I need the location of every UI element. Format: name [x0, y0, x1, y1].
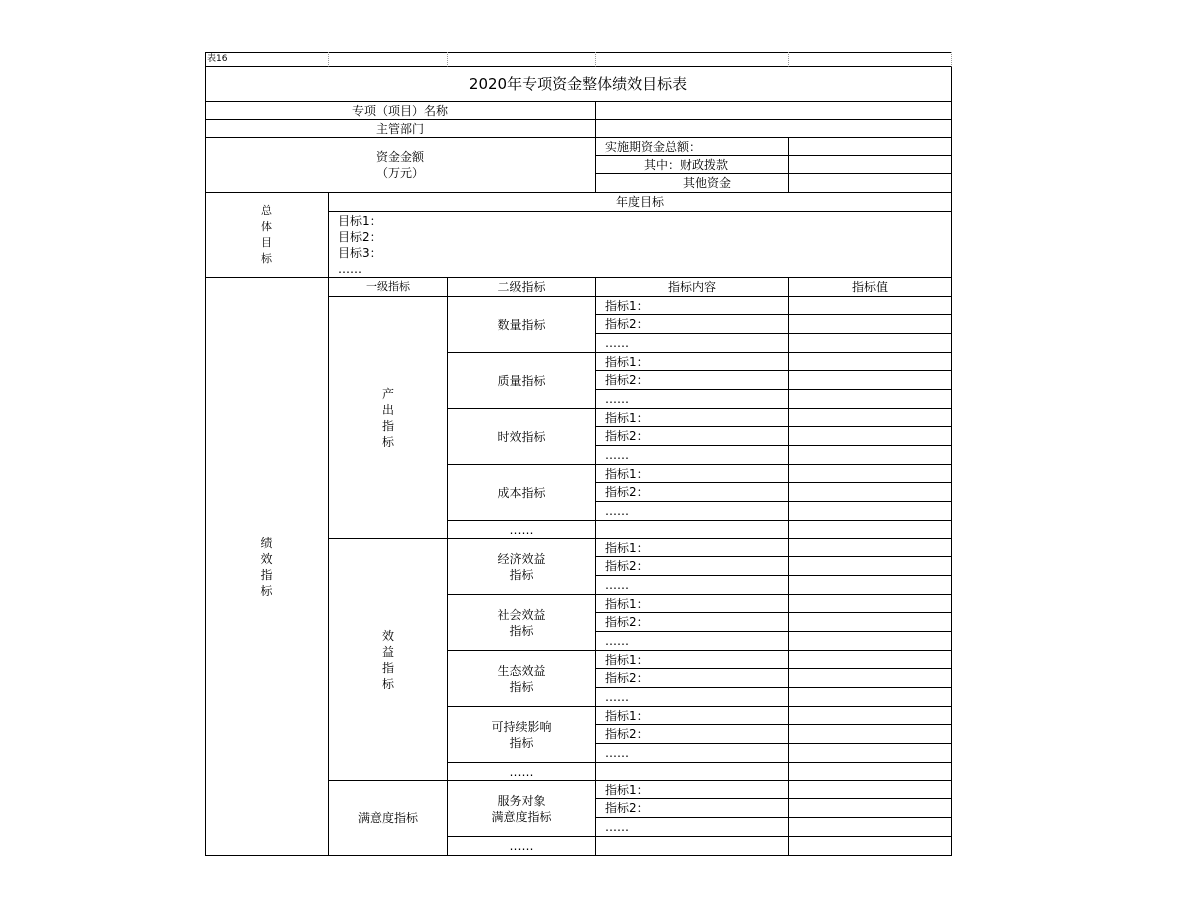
- indicator-value-cell[interactable]: [789, 315, 952, 334]
- funds-label: 资金金额 （万元）: [205, 138, 596, 193]
- indicator-value-cell[interactable]: [789, 521, 952, 539]
- indicator-content-cell[interactable]: 指标1：: [596, 707, 789, 725]
- level2-indicator-label: 时效指标: [448, 409, 596, 465]
- indicator-content-cell[interactable]: 指标2：: [596, 799, 789, 818]
- benefit-indicator-label: 效 益 指 标: [329, 539, 448, 781]
- indicator-content-cell[interactable]: ……: [596, 688, 789, 707]
- indicator-content-cell[interactable]: ……: [596, 632, 789, 651]
- indicator-value-cell[interactable]: [789, 781, 952, 799]
- indicator-content-cell[interactable]: 指标1：: [596, 539, 789, 557]
- overall-target-label: 总 体 目 标: [205, 193, 329, 278]
- header-blank-cell: [329, 52, 448, 67]
- header-blank-cell: [448, 52, 596, 67]
- header-indicator-value: 指标值: [789, 278, 952, 297]
- indicator-content-cell[interactable]: 指标2：: [596, 483, 789, 502]
- indicator-value-cell[interactable]: [789, 669, 952, 688]
- indicator-content-cell[interactable]: 指标1：: [596, 595, 789, 613]
- indicator-value-cell[interactable]: [789, 353, 952, 371]
- ellipsis-row-label: ……: [448, 837, 596, 856]
- indicator-value-cell[interactable]: [789, 557, 952, 576]
- indicator-value-cell[interactable]: [789, 539, 952, 557]
- indicator-content-cell[interactable]: 指标2：: [596, 669, 789, 688]
- indicator-value-cell[interactable]: [789, 595, 952, 613]
- indicator-value-cell[interactable]: [789, 688, 952, 707]
- indicator-value-cell[interactable]: [789, 725, 952, 744]
- indicator-content-cell[interactable]: [596, 521, 789, 539]
- indicator-content-cell[interactable]: ……: [596, 818, 789, 837]
- ellipsis-row-label: ……: [448, 521, 596, 539]
- level2-indicator-label: 成本指标: [448, 465, 596, 521]
- indicator-content-cell[interactable]: 指标2：: [596, 315, 789, 334]
- level2-indicator-label: 数量指标: [448, 297, 596, 353]
- indicator-value-cell[interactable]: [789, 818, 952, 837]
- indicator-content-cell[interactable]: 指标2：: [596, 371, 789, 390]
- header-level2-indicator: 二级指标: [448, 278, 596, 297]
- indicator-value-cell[interactable]: [789, 371, 952, 390]
- indicator-value-cell[interactable]: [789, 465, 952, 483]
- indicator-value-cell[interactable]: [789, 576, 952, 595]
- level2-indicator-label: 质量指标: [448, 353, 596, 409]
- indicator-value-cell[interactable]: [789, 334, 952, 353]
- indicator-content-cell[interactable]: 指标1：: [596, 651, 789, 669]
- funds-other-label: 其他资金: [596, 174, 789, 193]
- level2-indicator-label: 社会效益 指标: [448, 595, 596, 651]
- page-title: 2020年专项资金整体绩效目标表: [205, 67, 952, 102]
- indicator-value-cell[interactable]: [789, 409, 952, 427]
- header-blank-cell: [789, 52, 952, 67]
- indicator-value-cell[interactable]: [789, 651, 952, 669]
- indicator-content-cell[interactable]: 指标2：: [596, 613, 789, 632]
- level2-indicator-label: 服务对象 满意度指标: [448, 781, 596, 837]
- indicator-content-cell[interactable]: ……: [596, 334, 789, 353]
- satisfaction-indicator-label: 满意度指标: [329, 781, 448, 856]
- indicator-content-cell[interactable]: ……: [596, 390, 789, 409]
- level2-indicator-label: 经济效益 指标: [448, 539, 596, 595]
- level2-indicator-label: 生态效益 指标: [448, 651, 596, 707]
- indicator-content-cell[interactable]: 指标1：: [596, 297, 789, 315]
- indicator-content-cell[interactable]: 指标1：: [596, 353, 789, 371]
- indicator-content-cell[interactable]: 指标1：: [596, 409, 789, 427]
- department-value[interactable]: [596, 120, 952, 138]
- project-name-label: 专项（项目）名称: [205, 102, 596, 120]
- indicator-content-cell[interactable]: 指标2：: [596, 557, 789, 576]
- indicator-value-cell[interactable]: [789, 837, 952, 856]
- indicator-content-cell[interactable]: [596, 763, 789, 781]
- indicator-content-cell[interactable]: ……: [596, 502, 789, 521]
- indicator-value-cell[interactable]: [789, 502, 952, 521]
- funds-fiscal-value[interactable]: [789, 156, 952, 174]
- funds-total-label: 实施期资金总额：: [596, 138, 789, 156]
- indicator-value-cell[interactable]: [789, 707, 952, 725]
- indicator-value-cell[interactable]: [789, 483, 952, 502]
- performance-target-table: [205, 52, 952, 856]
- indicator-content-cell[interactable]: [596, 837, 789, 856]
- project-name-value[interactable]: [596, 102, 952, 120]
- indicator-value-cell[interactable]: [789, 799, 952, 818]
- indicator-value-cell[interactable]: [789, 446, 952, 465]
- indicator-value-cell[interactable]: [789, 632, 952, 651]
- funds-total-value[interactable]: [789, 138, 952, 156]
- indicator-value-cell[interactable]: [789, 744, 952, 763]
- indicator-value-cell[interactable]: [789, 427, 952, 446]
- indicator-content-cell[interactable]: 指标1：: [596, 465, 789, 483]
- indicator-value-cell[interactable]: [789, 390, 952, 409]
- indicator-content-cell[interactable]: ……: [596, 446, 789, 465]
- indicator-value-cell[interactable]: [789, 297, 952, 315]
- indicator-content-cell[interactable]: 指标1：: [596, 781, 789, 799]
- ellipsis-row-label: ……: [448, 763, 596, 781]
- funds-other-value[interactable]: [789, 174, 952, 193]
- department-label: 主管部门: [205, 120, 596, 138]
- annual-targets-text[interactable]: 目标1： 目标2： 目标3： ……: [329, 212, 952, 278]
- funds-fiscal-label: 其中：财政拨款: [596, 156, 789, 174]
- indicator-value-cell[interactable]: [789, 763, 952, 781]
- performance-indicator-label: 绩 效 指 标: [205, 278, 329, 856]
- header-indicator-content: 指标内容: [596, 278, 789, 297]
- level2-indicator-label: 可持续影响 指标: [448, 707, 596, 763]
- indicator-content-cell[interactable]: 指标2：: [596, 427, 789, 446]
- indicator-content-cell[interactable]: ……: [596, 744, 789, 763]
- annual-target-label: 年度目标: [329, 193, 952, 212]
- output-indicator-label: 产 出 指 标: [329, 297, 448, 539]
- table-label: 表16: [205, 52, 329, 67]
- indicator-content-cell[interactable]: 指标2：: [596, 725, 789, 744]
- header-level1-indicator: 一级指标: [329, 278, 448, 297]
- header-blank-cell: [596, 52, 789, 67]
- indicator-content-cell[interactable]: ……: [596, 576, 789, 595]
- indicator-value-cell[interactable]: [789, 613, 952, 632]
